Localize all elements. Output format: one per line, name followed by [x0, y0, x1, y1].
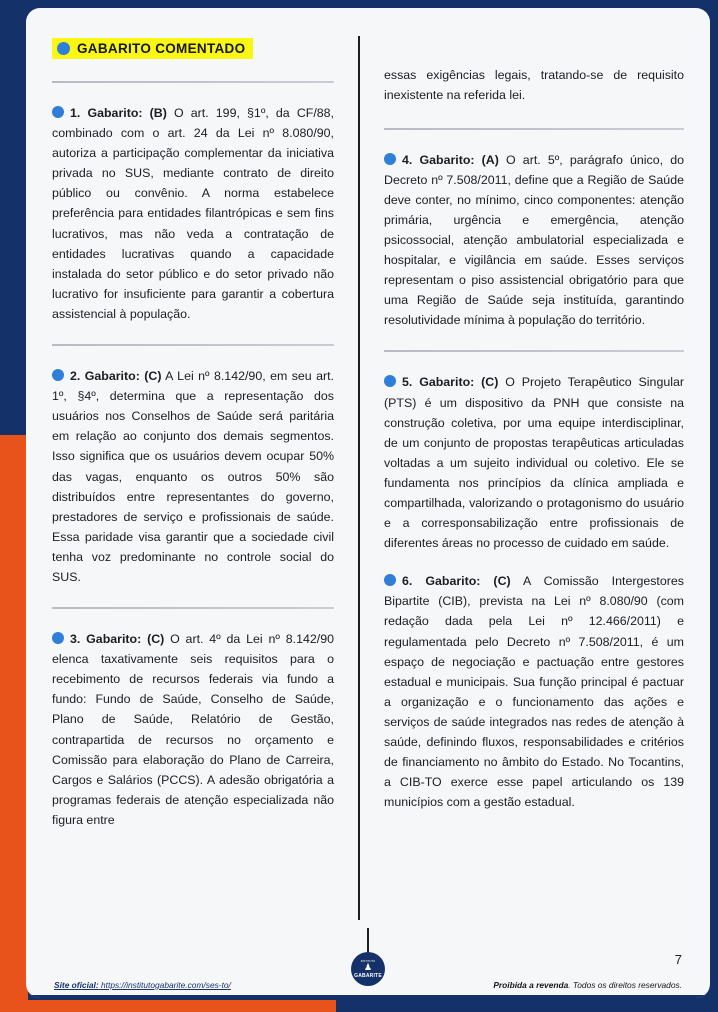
answer-lead-2: 2. Gabarito: (C) [70, 369, 162, 384]
blue-circle-bullet-icon [52, 369, 64, 381]
logo-connector-line [367, 928, 369, 952]
answer-lead-3: 3. Gabarito: (C) [70, 632, 165, 647]
answer-body-3: O art. 4º da Lei nº 8.142/90 elenca taxativamente seis requisitos para o recebimento de recursos federais via fundo a fundo: Fundo de Saúde, Conselho de Saúde, Plano de Saúde, Relatório de Gestão, contrapartida de recursos no orçamento e Comissão para elaboração do Plano de Carreira, Cargos e Salários (PCCS). A adesão obrigatória a programas federais de atenção especializada não figura entre [52, 632, 334, 827]
answer-lead-6: 6. Gabarito: (C) [402, 574, 511, 589]
left-edge-orange-accent [0, 435, 28, 1000]
logo-mark-icon: ♟ [363, 961, 373, 972]
blue-circle-bullet-icon [384, 574, 396, 586]
continued-text-from-answer-3: essas exigências legais, tratando-se de requisito inexistente na referida lei. [384, 68, 684, 103]
footer-site-label: Site oficial: [54, 980, 99, 990]
gabarite-logo [351, 952, 385, 986]
footer-notice-rest: . Todos os direitos reservados. [568, 980, 682, 990]
answer-item-5 [384, 372, 684, 553]
footer-copyright-notice [493, 980, 682, 990]
answer-item-2 [52, 366, 334, 587]
divider-after-answer-4 [384, 350, 684, 352]
answer-lead-1: 1. Gabarito: (B) [70, 106, 167, 120]
page-sheet [26, 8, 710, 998]
answer-item-6 [384, 571, 684, 812]
answer-lead-4: 4. Gabarito: (A) [402, 152, 499, 167]
divider-after-section-title [52, 81, 334, 83]
section-header-gabarito-comentado [52, 38, 253, 59]
blue-circle-bullet-icon [52, 106, 64, 118]
answer-lead-5: 5. Gabarito: (C) [402, 375, 499, 390]
page-footer [26, 950, 710, 998]
answer-item-4 [384, 150, 684, 331]
answer-body-2: A Lei nº 8.142/90, em seu art. 1º, §4º, determina que a representação dos usuários nos Conselhos de Saúde será paritária em relação ao conjunto dos demais segmentos. Isso significa que os usuários devem ocupar 50% das vagas, enquanto os outros 50% são distribuídos entre representantes do governo, prestadores de serviço e profissionais de saúde. Essa paridade visa garantir que a sociedade civil tenha voz predominante no controle social do SUS. [52, 369, 334, 584]
blue-circle-bullet-icon [52, 632, 64, 644]
bottom-left-orange-accent [0, 1000, 336, 1012]
footer-notice-strong: Proibida a revenda [493, 980, 569, 990]
blue-circle-bullet-icon [384, 375, 396, 387]
answer-body-1: O art. 199, §1º, da CF/88, combinado com o art. 24 da Lei nº 8.080/90, autoriza a participação complementar da iniciativa privada no SUS, mediante contrato de direito público ou convênio. A norma estabelece preferência para entidades filantrópicas e sem fins lucrativos, mas não veda a contratação de entidades lucrativas quando a capacidade instalada do setor público e do setor privado não lucrativo for insuficiente para garantir a cobertura assistencial à população. [52, 106, 335, 321]
footer-bottom-bar [26, 995, 710, 998]
answer-body-6: A Comissão Intergestores Bipartite (CIB), prevista na Lei nº 8.080/90 (com redação dada pela Lei nº 12.466/2011) e regulamentada pelo Decreto nº 7.508/2011, é um espaço de negociação e pactuação entre gestores estadual e municipais. Sua função principal é pactuar a organização e o funcionamento das ações e serviços de saúde integrados nas redes de atenção à saúde, definindo fluxos, responsabilidades e critérios de financiamento no âmbito do Estado. No Tocantins, a CIB-TO exerce esse papel articulando os 139 municípios com a gestão estadual. [384, 574, 684, 810]
divider-after-answer-2 [52, 607, 334, 609]
right-column [360, 8, 710, 948]
two-column-layout [26, 8, 710, 948]
blue-circle-bullet-icon [57, 42, 70, 55]
answer-item-1 [52, 103, 334, 324]
logo-top-text: INSTITUTO [360, 959, 376, 963]
divider-after-answer-1 [52, 344, 334, 346]
answer-body-4: O art. 5º, parágrafo único, do Decreto nº 7.508/2011, define que a Região de Saúde deve conter, no mínimo, cinco componentes: atenção primária, urgência e emergência, atenção psicossocial, atenção ambulatorial especializada e hospitalar, e vigilância em saúde. Esses serviços representam o piso assistencial obrigatório para que uma Região de Saúde seja instituída, garantindo resolutividade mínima à população do território. [384, 152, 684, 328]
page-number: 7 [674, 952, 682, 967]
divider-after-continued-text [384, 128, 684, 130]
logo-wordmark: GABARITE [354, 972, 382, 979]
footer-site-url[interactable]: https://institutogabarite.com/ses-to/ [98, 980, 231, 990]
answer-item-3 [52, 629, 334, 830]
section-title: GABARITO COMENTADO [77, 41, 246, 56]
answer-body-5: O Projeto Terapêutico Singular (PTS) é um dispositivo da PNH que consiste na construção coletiva, por uma equipe interdisciplinar, de um conjunto de propostas terapêuticas articuladas voltadas a um sujeito individual ou coletivo. Ele se fundamenta nos princípios da clínica ampliada e compartilhada, valorizando o protagonismo do usuário e a corresponsabilização entre profissionais de diferentes áreas no processo de cuidado em saúde. [384, 375, 684, 551]
footer-site-official[interactable] [54, 980, 231, 990]
left-column [26, 8, 358, 948]
blue-circle-bullet-icon [384, 153, 396, 165]
